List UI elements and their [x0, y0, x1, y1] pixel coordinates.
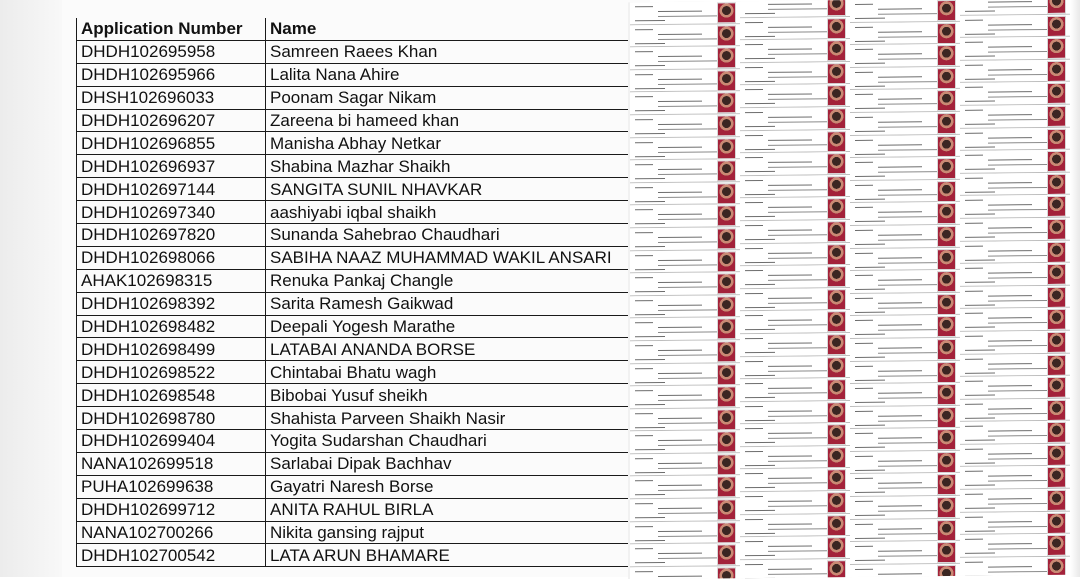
applicant-photo-icon: [827, 402, 846, 423]
applicant-photo-icon: [717, 364, 736, 385]
admit-card: [960, 466, 1070, 490]
applicant-photo-icon: [1047, 377, 1066, 398]
application-number-cell: DHDH102697144: [77, 178, 266, 201]
applicant-photo-icon: [1047, 61, 1066, 82]
applicant-photo-icon: [827, 560, 846, 579]
admit-card: [630, 498, 740, 522]
applicant-photo-icon: [937, 23, 956, 44]
admit-card: [740, 39, 850, 63]
applicant-photo-icon: [827, 108, 846, 129]
admit-card: [740, 559, 850, 579]
applicant-photo-icon: [1047, 38, 1066, 59]
admit-card: [630, 92, 740, 116]
table-row: [77, 407, 647, 430]
applicant-photo-icon: [717, 544, 736, 565]
applicant-name-cell: Sarlabai Dipak Bachhav: [266, 452, 647, 475]
applicant-photo-icon: [827, 447, 846, 468]
admit-card: [630, 1, 740, 25]
applicant-photo-icon: [937, 520, 956, 541]
admit-card: [740, 514, 850, 538]
applicant-photo-icon: [717, 454, 736, 475]
applicant-name-cell: Manisha Abhay Netkar: [266, 132, 647, 155]
admit-card: [630, 453, 740, 477]
application-number-cell: DHDH102695958: [77, 40, 266, 63]
applicant-table: [76, 18, 646, 567]
admit-card: [850, 21, 960, 45]
admit-card: [740, 423, 850, 447]
admit-card: [630, 340, 740, 364]
admit-card: [960, 218, 1070, 242]
applicant-photo-icon: [937, 361, 956, 382]
applicant-photo-icon: [717, 228, 736, 249]
applicant-photo-icon: [717, 319, 736, 340]
admit-card: [740, 62, 850, 86]
applicant-photo-icon: [937, 542, 956, 563]
application-number-cell: PUHA102699638: [77, 475, 266, 498]
admit-card: [850, 225, 960, 249]
applicant-name-cell: Bibobai Yusuf sheikh: [266, 384, 647, 407]
admit-card: [740, 356, 850, 380]
applicant-name-cell: Poonam Sagar Nikam: [266, 86, 647, 109]
admit-card: [850, 180, 960, 204]
applicant-name-cell: LATABAI ANANDA BORSE: [266, 338, 647, 361]
applicant-photo-icon: [937, 181, 956, 202]
application-number-cell: NANA102699518: [77, 452, 266, 475]
admit-card: [850, 112, 960, 136]
applicant-photo-icon: [827, 289, 846, 310]
table-row: [77, 40, 647, 63]
admit-card: [960, 398, 1070, 422]
admit-card: [850, 541, 960, 565]
applicant-photo-icon: [717, 409, 736, 430]
applicant-photo-icon: [827, 85, 846, 106]
applicant-photo-icon: [827, 492, 846, 513]
admit-card: [850, 315, 960, 339]
admit-card: [740, 378, 850, 402]
applicant-photo-icon: [827, 0, 846, 16]
admit-card: [960, 172, 1070, 196]
applicant-name-cell: Deepali Yogesh Marathe: [266, 315, 647, 338]
applicant-photo-icon: [827, 537, 846, 558]
applicant-photo-icon: [937, 248, 956, 269]
admit-card: [850, 202, 960, 226]
admit-card: [630, 250, 740, 274]
admit-card: [740, 152, 850, 176]
applicant-name-cell: SANGITA SUNIL NHAVKAR: [266, 178, 647, 201]
applicant-photo-icon: [937, 0, 956, 21]
admit-card: [960, 444, 1070, 468]
applicant-photo-icon: [937, 407, 956, 428]
applicant-name-cell: Sunanda Sahebrao Chaudhari: [266, 224, 647, 247]
applicant-photo-icon: [937, 384, 956, 405]
applicant-photo-icon: [1047, 535, 1066, 556]
applicant-photo-icon: [827, 176, 846, 197]
applicant-photo-icon: [717, 115, 736, 136]
admit-card: [630, 318, 740, 342]
admit-card: [740, 0, 850, 18]
applicant-photo-icon: [717, 25, 736, 46]
admit-card: [960, 308, 1070, 332]
admit-card: [630, 272, 740, 296]
application-number-cell: DHDH102698548: [77, 384, 266, 407]
applicant-photo-icon: [937, 474, 956, 495]
applicant-photo-icon: [937, 45, 956, 66]
admit-card: [740, 197, 850, 221]
applicant-photo-icon: [1047, 83, 1066, 104]
column-header-application-number: Application Number: [77, 18, 266, 40]
applicant-photo-icon: [827, 311, 846, 332]
admit-card: [850, 451, 960, 475]
application-number-cell: DHDH102695966: [77, 63, 266, 86]
application-number-cell: AHAK102698315: [77, 269, 266, 292]
admit-card: [850, 293, 960, 317]
table-row: [77, 292, 647, 315]
table-row: [77, 315, 647, 338]
admit-card: [630, 227, 740, 251]
admit-card: [630, 363, 740, 387]
admit-card: [630, 521, 740, 545]
admit-card: [850, 406, 960, 430]
applicant-photo-icon: [937, 113, 956, 134]
admit-card: [960, 240, 1070, 264]
table-row: [77, 246, 647, 269]
applicant-photo-icon: [717, 183, 736, 204]
applicant-photo-icon: [827, 266, 846, 287]
admit-card: [740, 333, 850, 357]
applicant-photo-icon: [1047, 422, 1066, 443]
application-number-cell: DHDH102698522: [77, 361, 266, 384]
admit-card: [740, 17, 850, 41]
applicant-photo-icon: [937, 316, 956, 337]
admit-card-column: [850, 0, 960, 579]
applicant-photo-icon: [1047, 467, 1066, 488]
admit-card: [630, 430, 740, 454]
applicant-photo-icon: [717, 477, 736, 498]
applicant-name-cell: LATA ARUN BHAMARE: [266, 544, 647, 567]
applicant-photo-icon: [1047, 512, 1066, 533]
applicant-photo-icon: [1047, 219, 1066, 240]
applicant-photo-icon: [937, 497, 956, 518]
admit-card: [850, 519, 960, 543]
applicant-photo-icon: [717, 386, 736, 407]
admit-card: [630, 182, 740, 206]
applicant-name-cell: SABIHA NAAZ MUHAMMAD WAKIL ANSARI: [266, 246, 647, 269]
table-row: [77, 544, 647, 567]
admit-card: [960, 489, 1070, 513]
applicant-photo-icon: [827, 63, 846, 84]
admit-card: [740, 220, 850, 244]
admit-card: [850, 428, 960, 452]
application-number-cell: DHDH102700542: [77, 544, 266, 567]
admit-card: [960, 37, 1070, 61]
admit-card: [850, 0, 960, 23]
application-number-cell: NANA102700266: [77, 521, 266, 544]
applicant-photo-icon: [1047, 309, 1066, 330]
admit-cards-sheet: [628, 0, 1080, 579]
admit-card: [740, 446, 850, 470]
application-number-cell: DHDH102698482: [77, 315, 266, 338]
admit-card: [850, 383, 960, 407]
admit-card-column: [630, 1, 740, 579]
applicant-photo-icon: [717, 138, 736, 159]
application-number-cell: DHDH102699712: [77, 498, 266, 521]
applicant-photo-icon: [827, 424, 846, 445]
table-body: [77, 40, 647, 566]
admit-card: [960, 60, 1070, 84]
application-number-cell: DHDH102698499: [77, 338, 266, 361]
admit-card: [850, 89, 960, 113]
application-number-cell: DHDH102696855: [77, 132, 266, 155]
applicant-photo-icon: [937, 203, 956, 224]
admit-card: [850, 338, 960, 362]
applicant-name-cell: Zareena bi hameed khan: [266, 109, 647, 132]
admit-card: [850, 360, 960, 384]
admit-card: [630, 159, 740, 183]
applicant-photo-icon: [1047, 332, 1066, 353]
applicant-photo-icon: [1047, 445, 1066, 466]
applicant-photo-icon: [717, 70, 736, 91]
admit-card: [630, 69, 740, 93]
admit-card: [850, 247, 960, 271]
applicant-photo-icon: [937, 135, 956, 156]
applicant-name-cell: Yogita Sudarshan Chaudhari: [266, 430, 647, 453]
applicant-photo-icon: [717, 206, 736, 227]
admit-card: [630, 408, 740, 432]
table-row: [77, 498, 647, 521]
applicant-name-cell: Lalita Nana Ahire: [266, 63, 647, 86]
admit-card: [960, 105, 1070, 129]
applicant-photo-icon: [937, 271, 956, 292]
admit-card: [850, 157, 960, 181]
admit-card: [960, 0, 1070, 15]
table-row: [77, 132, 647, 155]
admit-card: [630, 114, 740, 138]
admit-card: [740, 310, 850, 334]
admit-card: [960, 150, 1070, 174]
applicant-photo-icon: [827, 221, 846, 242]
applicant-photo-icon: [827, 515, 846, 536]
application-number-cell: DHDH102697820: [77, 224, 266, 247]
applicant-photo-icon: [1047, 558, 1066, 579]
admit-card: [740, 107, 850, 131]
application-number-cell: DHSH102696033: [77, 86, 266, 109]
admit-card: [740, 536, 850, 560]
application-number-cell: DHDH102696207: [77, 109, 266, 132]
applicant-photo-icon: [937, 158, 956, 179]
admit-card: [850, 496, 960, 520]
admit-card: [630, 295, 740, 319]
admit-card: [960, 534, 1070, 558]
applicant-photo-icon: [717, 296, 736, 317]
applicant-photo-icon: [1047, 128, 1066, 149]
table-row: [77, 384, 647, 407]
applicant-name-cell: Nikita gansing rajput: [266, 521, 647, 544]
table-row: [77, 224, 647, 247]
table-row: [77, 178, 647, 201]
table-header-row: [77, 18, 647, 40]
admit-card: [960, 557, 1070, 579]
admit-card: [630, 205, 740, 229]
table-row: [77, 86, 647, 109]
applicant-photo-icon: [717, 2, 736, 23]
admit-card: [960, 263, 1070, 287]
applicant-photo-icon: [827, 334, 846, 355]
applicant-photo-icon: [827, 40, 846, 61]
table-row: [77, 452, 647, 475]
applicant-photo-icon: [1047, 106, 1066, 127]
applicant-photo-icon: [1047, 399, 1066, 420]
admit-card: [960, 511, 1070, 535]
applicant-name-cell: Samreen Raees Khan: [266, 40, 647, 63]
admit-card: [960, 331, 1070, 355]
applicant-photo-icon: [1047, 354, 1066, 375]
applicant-photo-icon: [937, 68, 956, 89]
admit-card: [740, 130, 850, 154]
applicant-photo-icon: [937, 226, 956, 247]
applicant-name-cell: Shahista Parveen Shaikh Nasir: [266, 407, 647, 430]
application-number-cell: DHDH102698066: [77, 246, 266, 269]
applicant-photo-icon: [717, 273, 736, 294]
applicant-photo-icon: [1047, 196, 1066, 217]
admit-card: [960, 421, 1070, 445]
applicant-photo-icon: [937, 294, 956, 315]
applicant-photo-icon: [717, 251, 736, 272]
application-number-cell: DHDH102696937: [77, 155, 266, 178]
applicant-photo-icon: [937, 429, 956, 450]
applicant-photo-icon: [827, 131, 846, 152]
admit-card: [740, 491, 850, 515]
applicant-photo-icon: [827, 379, 846, 400]
applicant-photo-icon: [717, 522, 736, 543]
table-row: [77, 63, 647, 86]
admit-card: [740, 84, 850, 108]
applicant-photo-icon: [1047, 286, 1066, 307]
applicant-photo-icon: [717, 432, 736, 453]
table-row: [77, 201, 647, 224]
admit-card: [740, 243, 850, 267]
admit-card: [740, 469, 850, 493]
admit-card: [740, 265, 850, 289]
admit-card-column: [960, 0, 1070, 579]
applicant-photo-icon: [827, 470, 846, 491]
admit-card: [630, 566, 740, 579]
admit-card: [960, 195, 1070, 219]
application-number-cell: DHDH102699404: [77, 430, 266, 453]
applicant-name-cell: Sarita Ramesh Gaikwad: [266, 292, 647, 315]
applicant-photo-icon: [717, 160, 736, 181]
admit-card: [850, 270, 960, 294]
applicant-name-cell: Chintabai Bhatu wagh: [266, 361, 647, 384]
table-row: [77, 475, 647, 498]
applicant-photo-icon: [937, 90, 956, 111]
table-row: [77, 338, 647, 361]
table-row: [77, 521, 647, 544]
applicant-photo-icon: [1047, 0, 1066, 14]
applicant-photo-icon: [827, 198, 846, 219]
applicant-photo-icon: [827, 153, 846, 174]
applicant-photo-icon: [1047, 241, 1066, 262]
admit-card: [960, 82, 1070, 106]
admit-card: [630, 543, 740, 567]
applicant-photo-icon: [937, 452, 956, 473]
admit-card: [960, 376, 1070, 400]
admit-card: [850, 473, 960, 497]
admit-card: [960, 14, 1070, 38]
table-row: [77, 155, 647, 178]
admit-card: [630, 385, 740, 409]
applicant-photo-icon: [717, 499, 736, 520]
admit-card: [630, 24, 740, 48]
applicant-photo-icon: [1047, 264, 1066, 285]
admit-card: [850, 134, 960, 158]
admit-card: [630, 137, 740, 161]
admit-card: [850, 44, 960, 68]
applicant-photo-icon: [1047, 151, 1066, 172]
admit-card: [740, 288, 850, 312]
applicant-name-cell: Gayatri Naresh Borse: [266, 475, 647, 498]
admit-card: [630, 46, 740, 70]
applicant-name-cell: ANITA RAHUL BIRLA: [266, 498, 647, 521]
admit-card: [960, 353, 1070, 377]
table-row: [77, 430, 647, 453]
applicant-photo-icon: [717, 341, 736, 362]
application-number-cell: DHDH102698392: [77, 292, 266, 315]
applicant-photo-icon: [827, 18, 846, 39]
admit-card: [960, 127, 1070, 151]
page-edge-shadow: [1070, 0, 1080, 577]
table-row: [77, 109, 647, 132]
applicant-photo-icon: [937, 339, 956, 360]
applicant-photo-icon: [827, 244, 846, 265]
admit-card: [630, 476, 740, 500]
applicant-photo-icon: [1047, 15, 1066, 36]
applicant-photo-icon: [717, 567, 736, 579]
column-header-name: Name: [266, 18, 647, 40]
admit-card: [740, 175, 850, 199]
applicant-photo-icon: [717, 47, 736, 68]
applicant-name-cell: Renuka Pankaj Changle: [266, 269, 647, 292]
admit-card: [850, 67, 960, 91]
table-row: [77, 361, 647, 384]
admit-card: [960, 285, 1070, 309]
application-number-cell: DHDH102698780: [77, 407, 266, 430]
admit-card-column: [740, 0, 850, 579]
table-row: [77, 269, 647, 292]
applicant-photo-icon: [1047, 174, 1066, 195]
applicant-photo-icon: [717, 93, 736, 114]
applicant-name-cell: aashiyabi iqbal shaikh: [266, 201, 647, 224]
admit-card: [740, 401, 850, 425]
applicant-photo-icon: [827, 357, 846, 378]
applicant-name-cell: Shabina Mazhar Shaikh: [266, 155, 647, 178]
application-number-cell: DHDH102697340: [77, 201, 266, 224]
applicant-photo-icon: [1047, 490, 1066, 511]
